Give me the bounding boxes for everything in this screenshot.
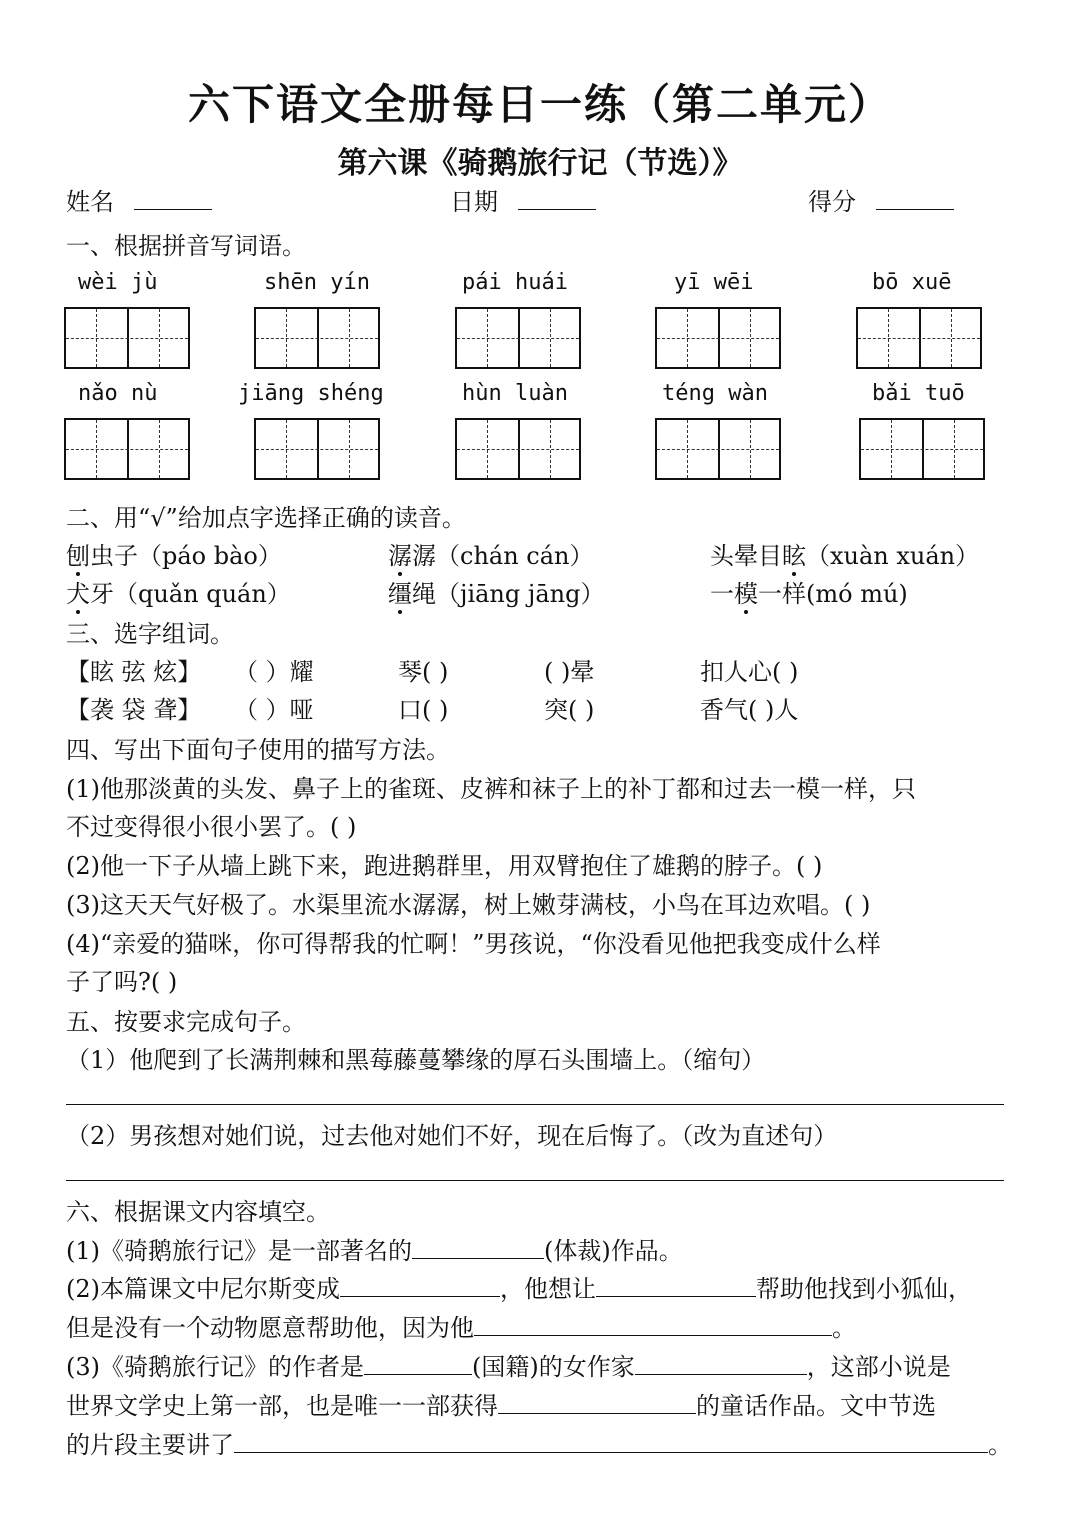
- question-text: ，他想让: [500, 1275, 596, 1303]
- question-text: 。: [988, 1431, 1012, 1459]
- question-text: （2）男孩想对她们说，过去他对她们不好，现在后悔了。（改为直述句）: [66, 1122, 838, 1150]
- item-options: 一样(mó mú): [758, 580, 908, 608]
- fill-in-question: [66, 1269, 972, 1304]
- pinyin-label: jiāng shéng: [238, 381, 384, 406]
- section-5-heading: 五、按要求完成句子。: [66, 1008, 306, 1036]
- date-label: 日期: [450, 188, 498, 216]
- question-text: 。: [832, 1314, 856, 1342]
- question-text: 的童话作品。文中节选: [696, 1392, 936, 1420]
- fill-in-word[interactable]: （ ）耀: [234, 658, 314, 686]
- item-options: 虫子（páo bào）: [90, 542, 282, 570]
- answer-blank[interactable]: [498, 1391, 696, 1414]
- character-writing-box[interactable]: [655, 418, 781, 480]
- pinyin-label: wèi jù: [78, 270, 158, 295]
- name-field[interactable]: [66, 182, 212, 217]
- name-label: 姓名: [66, 188, 114, 216]
- score-blank[interactable]: [876, 187, 954, 210]
- pinyin-label: hùn luàn: [462, 381, 568, 406]
- answer-blank[interactable]: [635, 1352, 807, 1375]
- character-writing-box[interactable]: [856, 307, 982, 369]
- question-text: 世界文学史上第一部，也是唯一一部获得: [66, 1392, 498, 1420]
- character-choice-group: 【袭 袋 聋】: [66, 696, 202, 724]
- question-text: (4)“亲爱的猫咪，你可得帮我的忙啊！”男孩说，“你没看见他把我变成什么样: [66, 930, 881, 958]
- answer-blank[interactable]: [234, 1430, 988, 1453]
- question-text: (1)《骑鹅旅行记》是一部著名的: [66, 1237, 412, 1265]
- question-text: （1）他爬到了长满荆棘和黑莓藤蔓攀缘的厚石头围墙上。（缩句）: [66, 1046, 766, 1074]
- dotted-character: 模: [734, 580, 758, 608]
- question-text: (国籍)的女作家: [472, 1353, 635, 1381]
- question-answer-line[interactable]: 不过变得很小很小罢了。( ): [66, 813, 357, 841]
- section-3-heading: 三、选字组词。: [66, 620, 234, 648]
- pronunciation-item[interactable]: [66, 574, 291, 609]
- pinyin-label: shēn yín: [264, 270, 370, 295]
- pinyin-label: yī wēi: [674, 270, 754, 295]
- fill-in-word[interactable]: 突( ): [544, 696, 595, 724]
- character-writing-box[interactable]: [64, 418, 190, 480]
- question-text: (3)《骑鹅旅行记》的作者是: [66, 1353, 364, 1381]
- character-writing-box[interactable]: [64, 307, 190, 369]
- answer-line[interactable]: [66, 1104, 1004, 1105]
- question-text: (体裁)作品。: [544, 1237, 683, 1265]
- question-answer-line[interactable]: 子了吗?( ): [66, 968, 178, 996]
- question-answer-line[interactable]: (3)这天天气好极了。水渠里流水潺潺，树上嫩芽满枝，小鸟在耳边欢唱。( ): [66, 891, 871, 919]
- question-text: 的片段主要讲了: [66, 1431, 234, 1459]
- pinyin-label: téng wàn: [662, 381, 768, 406]
- pronunciation-item[interactable]: [66, 536, 282, 571]
- answer-blank[interactable]: [412, 1236, 544, 1259]
- pronunciation-item[interactable]: [388, 536, 594, 571]
- item-options: 潺（chán cán）: [412, 542, 594, 570]
- fill-in-question: [66, 1308, 856, 1343]
- item-options: （xuàn xuán）: [806, 542, 980, 570]
- character-writing-box[interactable]: [455, 307, 581, 369]
- fill-in-word[interactable]: 口( ): [398, 696, 449, 724]
- answer-blank[interactable]: [364, 1352, 472, 1375]
- answer-blank[interactable]: [340, 1274, 500, 1297]
- character-writing-box[interactable]: [455, 418, 581, 480]
- pronunciation-item[interactable]: [710, 536, 979, 571]
- character-writing-box[interactable]: [859, 418, 985, 480]
- fill-in-question: [66, 1231, 683, 1266]
- section-4-heading: 四、写出下面句子使用的描写方法。: [66, 736, 450, 764]
- question-text: (2)本篇课文中尼尔斯变成: [66, 1275, 340, 1303]
- pinyin-label: bǎi tuō: [872, 381, 965, 406]
- question-answer-line[interactable]: (2)他一下子从墙上跳下来，跑进鹅群里，用双臂抱住了雄鹅的脖子。( ): [66, 852, 823, 880]
- fill-in-word[interactable]: 琴( ): [398, 658, 449, 686]
- fill-in-question: [66, 1386, 936, 1421]
- date-blank[interactable]: [518, 187, 596, 210]
- dotted-character: 眩: [782, 542, 806, 570]
- score-field[interactable]: [808, 182, 954, 217]
- item-prefix: 头晕目: [710, 542, 782, 570]
- fill-in-word[interactable]: 扣人心( ): [700, 658, 799, 686]
- pinyin-label: nǎo nù: [78, 381, 158, 406]
- question-text: 但是没有一个动物愿意帮助他，因为他: [66, 1314, 474, 1342]
- pinyin-label: pái huái: [462, 270, 568, 295]
- answer-line[interactable]: [66, 1180, 1004, 1181]
- lesson-subtitle: 第六课《骑鹅旅行记（节选）》: [337, 146, 743, 181]
- character-choice-group: 【眩 弦 炫】: [66, 658, 202, 686]
- date-field[interactable]: [450, 182, 596, 217]
- question-text: ，这部小说是: [806, 1353, 951, 1381]
- dotted-character: 潺: [388, 542, 412, 570]
- fill-in-word[interactable]: （ ）哑: [234, 696, 314, 724]
- pronunciation-item[interactable]: [388, 574, 604, 609]
- character-writing-box[interactable]: [254, 307, 380, 369]
- pronunciation-item[interactable]: [710, 574, 908, 609]
- fill-in-word[interactable]: ( )晕: [544, 658, 595, 686]
- fill-in-word[interactable]: 香气( )人: [700, 696, 799, 724]
- dotted-character: 缰: [388, 580, 412, 608]
- fill-in-question: [66, 1425, 1012, 1460]
- item-options: 牙（quǎn quán）: [90, 580, 291, 608]
- pinyin-label: bō xuē: [872, 270, 952, 295]
- item-prefix: 一: [710, 580, 734, 608]
- section-1-heading: 一、根据拼音写词语。: [66, 232, 306, 260]
- name-blank[interactable]: [134, 187, 212, 210]
- section-6-heading: 六、根据课文内容填空。: [66, 1198, 330, 1226]
- answer-blank[interactable]: [474, 1313, 832, 1336]
- question-text: (1)他那淡黄的头发、鼻子上的雀斑、皮裤和袜子上的补丁都和过去一模一样，只: [66, 775, 916, 803]
- dotted-character: 刨: [66, 542, 90, 570]
- item-options: 绳（jiāng jāng）: [412, 580, 605, 608]
- character-writing-box[interactable]: [655, 307, 781, 369]
- answer-blank[interactable]: [596, 1274, 756, 1297]
- page-title: 六下语文全册每日一练（第二单元）: [187, 80, 892, 129]
- score-label: 得分: [808, 188, 856, 216]
- fill-in-question: [66, 1347, 951, 1382]
- character-writing-box[interactable]: [254, 418, 380, 480]
- dotted-character: 犬: [66, 580, 90, 608]
- question-text: 帮助他找到小狐仙，: [756, 1275, 972, 1303]
- section-2-heading: 二、用“√”给加点字选择正确的读音。: [66, 504, 466, 532]
